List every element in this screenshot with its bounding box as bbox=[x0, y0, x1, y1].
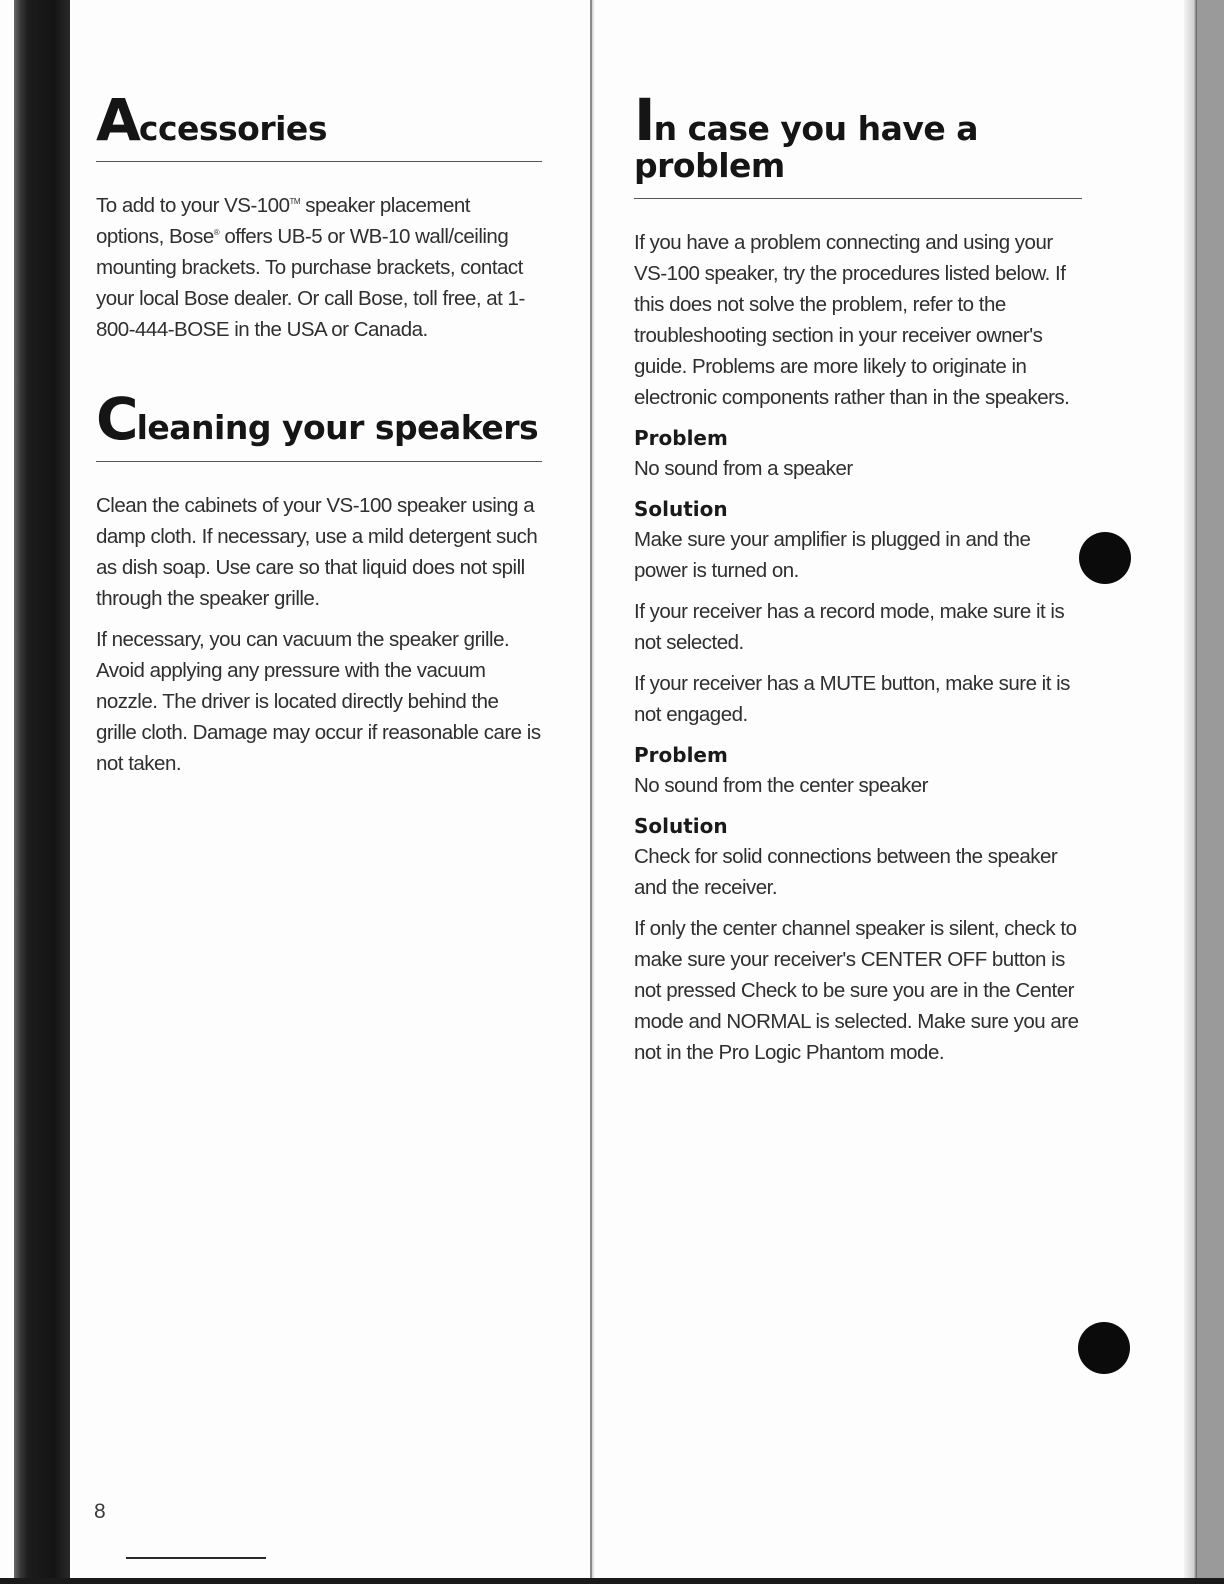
left-column bbox=[96, 86, 542, 779]
problem-label-2: Problem bbox=[634, 743, 728, 767]
problem-rule bbox=[634, 198, 1082, 199]
cleaning-paragraph-1: Clean the cabinets of your VS-100 speaker using a damp cloth. If necessary, use a mild detergent such as dish soap. Use care so that liquid does not spill through the speaker grille. bbox=[96, 494, 538, 610]
scan-right-edge bbox=[1197, 0, 1224, 1584]
solution-text-2b: If only the center channel speaker is silent, check to make sure your receiver's CENTER OFF button is not pressed Check to be sure you are in the Center mode and NORMAL is selected. Make sure you are not in the Pro Logic Phantom mode. bbox=[634, 917, 1079, 1064]
accessories-paragraph bbox=[96, 190, 542, 345]
accessories-heading-initial: A bbox=[96, 86, 139, 154]
accessories-heading bbox=[96, 86, 542, 154]
solution-text-1a: Make sure your amplifier is plugged in and the power is turned on. bbox=[634, 528, 1031, 582]
accessories-rule bbox=[96, 161, 542, 162]
problem-heading-line2: problem bbox=[634, 146, 785, 185]
accessories-text-3: offers UB-5 or WB-10 wall/ceiling mounting brackets. To purchase brackets, contact your local Bose dealer. Or call Bose, toll free, at 1-800-444-BOSE in the USA or Canada. bbox=[96, 225, 525, 341]
problem-label-1: Problem bbox=[634, 426, 728, 450]
scan-bottom-edge bbox=[0, 1578, 1224, 1584]
solution-label-2: Solution bbox=[634, 814, 728, 838]
binder-punch-hole-top bbox=[1079, 532, 1131, 584]
accessories-text-2: speaker placement options, Bose bbox=[96, 194, 470, 248]
problem-heading-initial: I bbox=[634, 86, 654, 154]
cleaning-heading-rest: leaning your speakers bbox=[136, 408, 539, 447]
problem-intro: If you have a problem connecting and using your VS-100 speaker, try the procedures listed below. If this does not solve the problem, refer to the troubleshooting section in your receiver owner's guide. Problems are more likely to originate in electronic components rather than in the speakers. bbox=[634, 231, 1070, 409]
solution-text-1c: If your receiver has a MUTE button, make sure it is not engaged. bbox=[634, 672, 1070, 726]
accessories-text-1: To add to your VS-100 bbox=[96, 194, 290, 217]
bottom-mark-line bbox=[126, 1557, 266, 1559]
scan-right-shadow bbox=[1184, 0, 1198, 1584]
scan-left-edge bbox=[14, 0, 70, 1584]
cleaning-heading bbox=[96, 385, 542, 453]
page-fold-shadow bbox=[592, 0, 595, 1584]
trademark-mark: TM bbox=[289, 197, 301, 207]
binder-punch-hole-bottom bbox=[1078, 1322, 1130, 1374]
problem-heading-rest: n case you have a bbox=[653, 109, 978, 148]
solution-text-2a: Check for solid connections between the speaker and the receiver. bbox=[634, 845, 1058, 899]
right-column bbox=[634, 86, 1082, 1068]
problem-text-1: No sound from a speaker bbox=[634, 457, 853, 480]
solution-label-1: Solution bbox=[634, 497, 728, 521]
cleaning-heading-initial: C bbox=[96, 385, 137, 453]
problem-text-2: No sound from the center speaker bbox=[634, 774, 928, 797]
accessories-heading-rest: ccessories bbox=[138, 109, 327, 148]
problem-heading bbox=[634, 86, 1082, 185]
registered-mark: ® bbox=[213, 228, 220, 238]
cleaning-paragraph-2: If necessary, you can vacuum the speaker grille. Avoid applying any pressure with the vacuum nozzle. The driver is located directly behind the grille cloth. Damage may occur if reasonable care is not taken. bbox=[96, 628, 541, 775]
page-number: 8 bbox=[94, 1500, 106, 1523]
solution-text-1b: If your receiver has a record mode, make sure it is not selected. bbox=[634, 600, 1065, 654]
cleaning-rule bbox=[96, 461, 542, 462]
